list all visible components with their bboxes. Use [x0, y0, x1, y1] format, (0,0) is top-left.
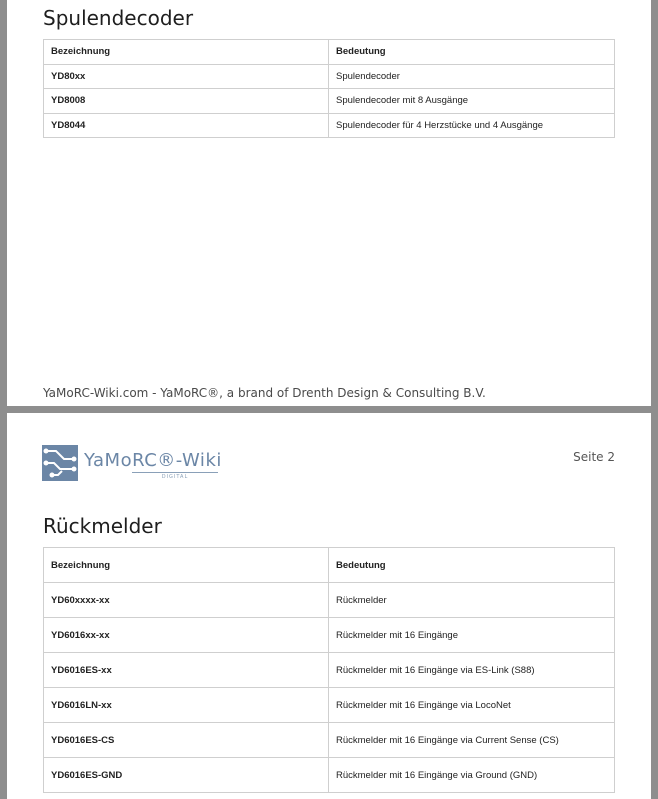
table-header-row — [44, 548, 615, 583]
column-header-bezeichnung: Bezeichnung — [44, 40, 329, 65]
page-footer: YaMoRC-Wiki.com - YaMoRC®, a brand of Drenth Design & Consulting B.V. — [43, 386, 486, 400]
cell-bezeichnung: YD6016ES-GND — [44, 758, 329, 793]
cell-bezeichnung: YD6016ES-CS — [44, 723, 329, 758]
section-title-spulendecoder: Spulendecoder — [43, 6, 194, 30]
logo-wordmark: YaMoRC®-Wiki — [84, 450, 222, 471]
cell-bedeutung: Rückmelder mit 16 Eingänge — [329, 618, 615, 653]
table-row — [44, 758, 615, 793]
cell-bedeutung: Rückmelder mit 16 Eingänge via Current Sense (CS) — [329, 723, 615, 758]
rueckmelder-table — [43, 547, 615, 793]
page-number: Seite 2 — [573, 450, 615, 464]
cell-bedeutung: Spulendecoder für 4 Herzstücke und 4 Ausgänge — [329, 113, 615, 138]
table-row — [44, 723, 615, 758]
cell-bezeichnung: YD6016ES-xx — [44, 653, 329, 688]
document-page-1 — [7, 0, 651, 406]
cell-bedeutung: Spulendecoder mit 8 Ausgänge — [329, 89, 615, 114]
cell-bedeutung: Spulendecoder — [329, 64, 615, 89]
column-header-bedeutung: Bedeutung — [329, 40, 615, 65]
cell-bezeichnung: YD6016LN-xx — [44, 688, 329, 723]
column-header-bedeutung: Bedeutung — [329, 548, 615, 583]
cell-bedeutung: Rückmelder mit 16 Eingänge via ES-Link (S88) — [329, 653, 615, 688]
table-row — [44, 653, 615, 688]
cell-bezeichnung: YD8008 — [44, 89, 329, 114]
yamorc-wiki-logo — [42, 445, 222, 483]
cell-bezeichnung: YD60xxxx-xx — [44, 583, 329, 618]
cell-bedeutung: Rückmelder mit 16 Eingänge via Ground (GND) — [329, 758, 615, 793]
cell-bezeichnung: YD6016xx-xx — [44, 618, 329, 653]
cell-bezeichnung: YD80xx — [44, 64, 329, 89]
cell-bedeutung: Rückmelder mit 16 Eingänge via LocoNet — [329, 688, 615, 723]
spulendecoder-table — [43, 39, 615, 138]
cell-bezeichnung: YD8044 — [44, 113, 329, 138]
section-title-rueckmelder: Rückmelder — [43, 514, 162, 538]
table-row — [44, 89, 615, 114]
column-header-bezeichnung: Bezeichnung — [44, 548, 329, 583]
logo-subtext: DIGITAL — [132, 472, 218, 480]
table-row — [44, 583, 615, 618]
document-page-2 — [7, 413, 651, 799]
table-header-row — [44, 40, 615, 65]
circuit-board-icon — [42, 445, 78, 481]
cell-bedeutung: Rückmelder — [329, 583, 615, 618]
table-row — [44, 688, 615, 723]
table-row — [44, 64, 615, 89]
table-row — [44, 113, 615, 138]
table-row — [44, 618, 615, 653]
